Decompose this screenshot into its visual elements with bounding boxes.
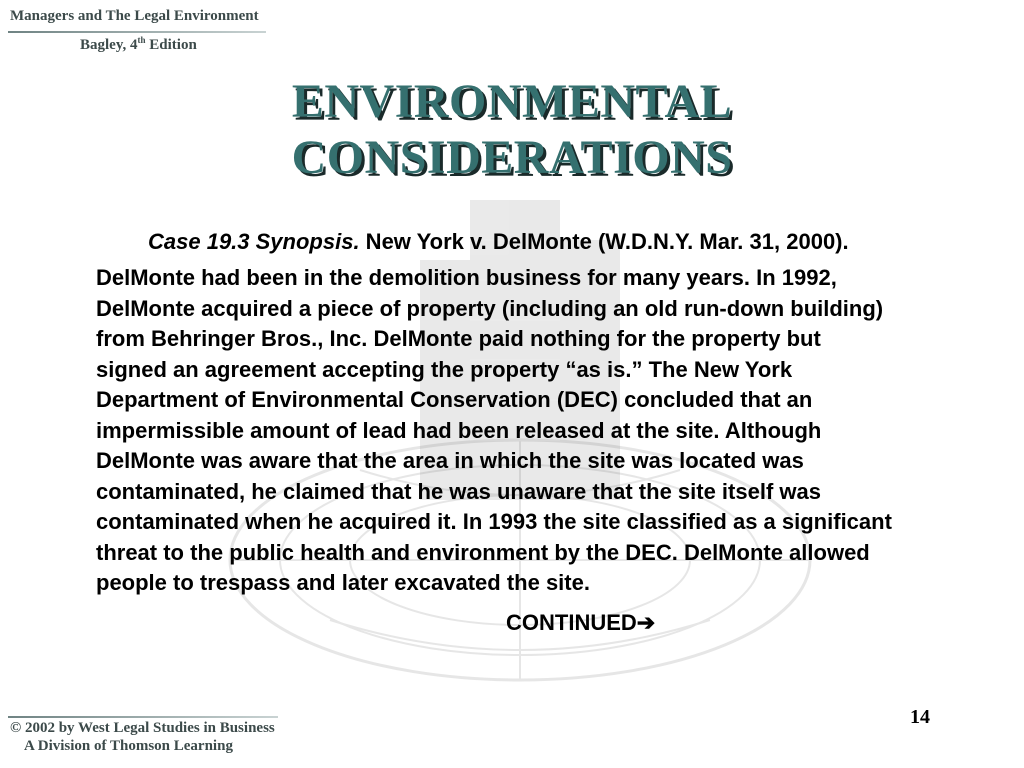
edition-prefix: Bagley, 4 (80, 37, 138, 53)
synopsis-lead: Case 19.3 Synopsis. (148, 229, 360, 254)
body-line: signed an agreement accepting the property “as is.” The New York (96, 356, 793, 382)
title-line-1: ENVIRONMENTAL (291, 75, 733, 128)
case-synopsis-heading (148, 229, 1008, 255)
footer-divider (8, 716, 278, 718)
slide-title (0, 74, 1024, 186)
case-body-text (96, 263, 966, 599)
continued-link[interactable] (506, 610, 655, 636)
title-line-2: CONSIDERATIONS (291, 131, 733, 184)
continued-label: CONTINUED (506, 610, 637, 635)
header-divider (8, 31, 266, 33)
body-line: DelMonte acquired a piece of property (including an old run-down building) (96, 295, 884, 321)
right-arrow-icon: ➔ (636, 610, 656, 635)
page-number: 14 (910, 706, 930, 728)
body-line: threat to the public health and environment by the DEC. DelMonte allowed (96, 539, 870, 565)
body-line: DelMonte was aware that the area in which the site was located was (96, 448, 804, 473)
body-line: from Behringer Bros., Inc. DelMonte paid nothing for the property but (96, 326, 821, 351)
body-line: Department of Environmental Conservation (DEC) concluded that an (96, 387, 813, 412)
body-line: contaminated when he acquired it. In 1993 the site classified as a significant (96, 509, 892, 534)
edition-label (80, 35, 197, 54)
course-header (8, 6, 270, 58)
body-line: people to trespass and later excavated the site. (96, 570, 590, 595)
body-line: DelMonte had been in the demolition business for many years. In 1992, (96, 265, 837, 290)
body-line: contaminated, he claimed that he was unaware that the site itself was (96, 478, 821, 504)
synopsis-case: New York v. DelMonte (W.D.N.Y. Mar. 31, 2000). (359, 229, 849, 254)
course-title: Managers and The Legal Environment (10, 8, 259, 24)
copyright-text: © 2002 by West Legal Studies in Business (10, 720, 275, 736)
division-text: A Division of Thomson Learning (24, 738, 233, 754)
publisher-footer (8, 716, 284, 764)
edition-suffix: Edition (145, 37, 197, 53)
body-line: impermissible amount of lead had been released at the site. Although (96, 417, 822, 443)
edition-superscript: th (137, 35, 146, 45)
